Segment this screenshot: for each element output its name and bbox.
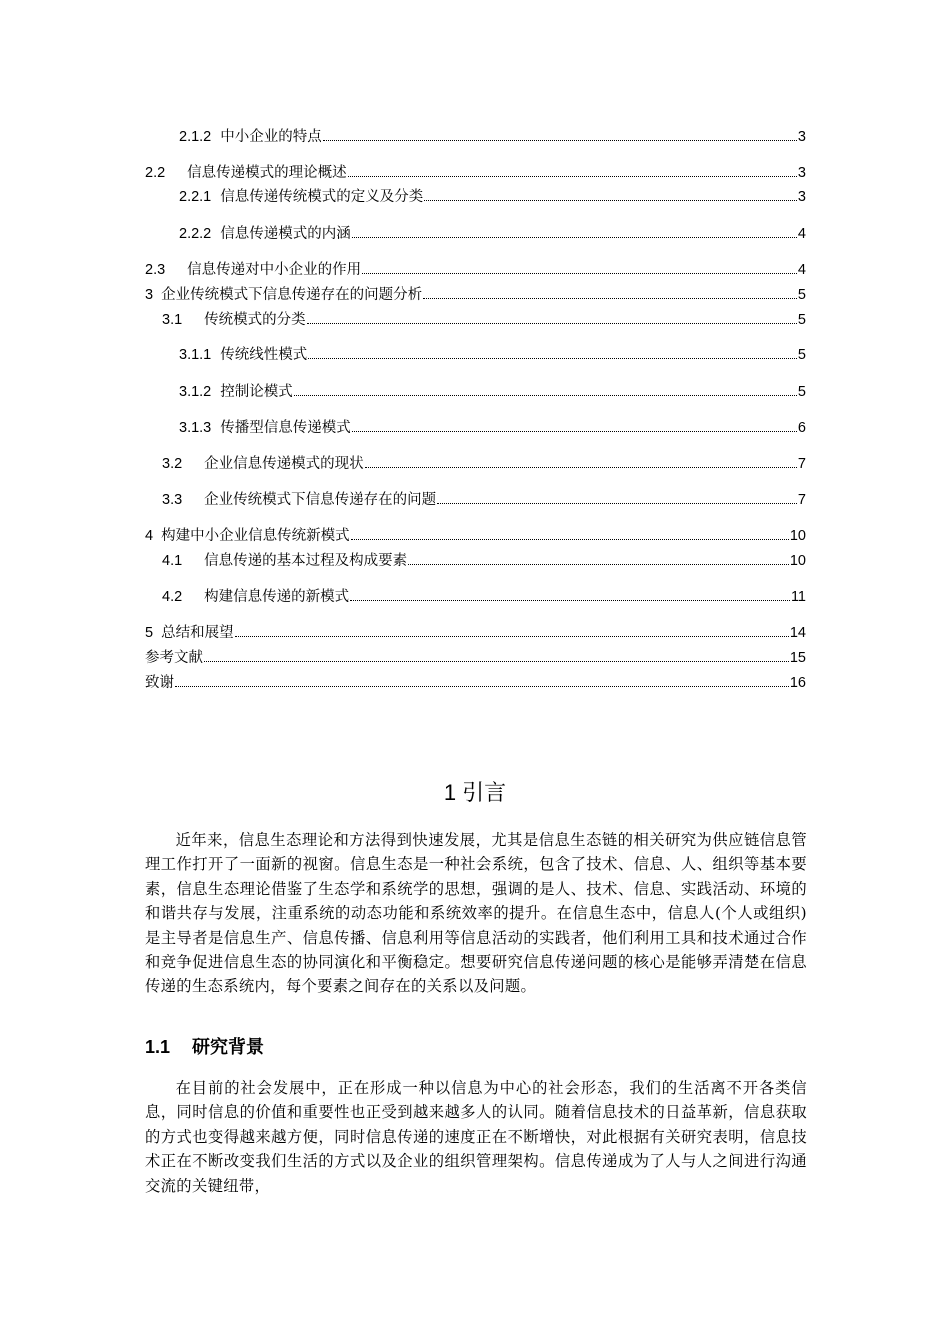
toc-entry-title: 构建中小企业信息传统新模式 bbox=[161, 528, 350, 544]
toc-entry-title: 传播型信息传递模式 bbox=[220, 420, 351, 436]
toc-entry-title: 信息传递模式的内涵 bbox=[220, 226, 351, 242]
section-title: 1 引言 bbox=[443, 780, 507, 805]
toc-entry[interactable] bbox=[145, 259, 806, 279]
toc-entry-page: 10 bbox=[789, 528, 806, 544]
toc-entry[interactable] bbox=[179, 126, 806, 146]
toc-entry-page: 5 bbox=[797, 384, 806, 400]
intro-paragraph: 近年来，信息生态理论和方法得到快速发展，尤其是信息生态链的相关研究为供应链信息管理工作打开了一面新的视窗。信息生态是一种社会系统，包含了技术、信息、人、组织等基本要素，信息生态理论借鉴了生态学和系统学的思想，强调的是人、技术、信息、实践活动、环境的和谐共存与发展，注重系统的动态功能和系统效率的提升。在信息生态中，信息人(个人或组织)是主导者是信息生产、信息传播、信息利用等信息活动的实践者，他们利用工具和技术通过合作和竞争促进信息生态的协同演化和平衡稳定。想要研究信息传递问题的核心是能够弄清楚在信息传递的生态系统内，每个要素之间存在的关系以及问题。 bbox=[145, 831, 807, 996]
toc-leader-dots bbox=[423, 298, 797, 299]
toc-leader-dots bbox=[408, 564, 789, 565]
toc-entry-page: 5 bbox=[797, 347, 806, 363]
toc-entry-title: 参考文献 bbox=[145, 650, 203, 666]
toc-leader-dots bbox=[204, 661, 789, 662]
toc-entry[interactable] bbox=[145, 647, 806, 667]
toc-entry[interactable] bbox=[179, 344, 806, 364]
toc-leader-dots bbox=[350, 600, 790, 601]
toc-entry-number: 3.1 bbox=[162, 312, 183, 328]
toc-entry[interactable] bbox=[162, 550, 806, 570]
toc-entry-page: 14 bbox=[789, 625, 806, 641]
toc-entry-number: 3.2 bbox=[162, 456, 183, 472]
toc-entry-title: 控制论模式 bbox=[220, 384, 293, 400]
toc-leader-dots bbox=[323, 140, 797, 141]
toc-entry[interactable] bbox=[179, 417, 806, 437]
toc-entry-number: 2.2.2 bbox=[179, 226, 212, 242]
toc-entry-page: 10 bbox=[789, 553, 806, 569]
toc-entry-title: 企业信息传递模式的现状 bbox=[204, 456, 364, 472]
toc-entry[interactable] bbox=[162, 309, 806, 329]
toc-entry-page: 4 bbox=[797, 262, 806, 278]
toc-entry-page: 4 bbox=[797, 226, 806, 242]
toc-entry-page: 7 bbox=[797, 492, 806, 508]
toc-entry[interactable] bbox=[179, 186, 806, 206]
toc-leader-dots bbox=[348, 176, 797, 177]
toc-entry-number: 2.1.2 bbox=[179, 129, 212, 145]
toc-entry[interactable] bbox=[145, 622, 806, 642]
toc-entry-number: 4.2 bbox=[162, 589, 183, 605]
toc-entry-number: 5 bbox=[145, 625, 154, 641]
toc-entry-page: 3 bbox=[797, 129, 806, 145]
toc-entry-page: 3 bbox=[797, 189, 806, 205]
toc-entry-title: 总结和展望 bbox=[161, 625, 234, 641]
toc-entry[interactable] bbox=[162, 586, 806, 606]
toc-entry-title: 构建信息传递的新模式 bbox=[204, 589, 350, 605]
toc-entry-title: 传统模式的分类 bbox=[204, 312, 306, 328]
toc-entry-title: 企业传统模式下信息传递存在的问题分析 bbox=[161, 287, 423, 303]
toc-entry-page: 6 bbox=[797, 420, 806, 436]
toc-entry[interactable] bbox=[179, 223, 806, 243]
subsection-number: 1.1 bbox=[145, 1037, 171, 1057]
toc-leader-dots bbox=[424, 200, 797, 201]
toc-entry[interactable] bbox=[145, 162, 806, 182]
toc-entry-number: 3.1.2 bbox=[179, 384, 212, 400]
toc-entry-title: 企业传统模式下信息传递存在的问题 bbox=[204, 492, 437, 508]
toc-entry-page: 11 bbox=[790, 589, 806, 605]
toc-entry[interactable] bbox=[145, 672, 806, 692]
toc-entry[interactable] bbox=[145, 284, 806, 304]
toc-entry-page: 7 bbox=[797, 456, 806, 472]
toc-entry-title: 信息传递传统模式的定义及分类 bbox=[220, 189, 424, 205]
toc-entry-number: 2.2 bbox=[145, 165, 166, 181]
toc-entry[interactable] bbox=[145, 525, 806, 545]
toc-entry-title: 信息传递的基本过程及构成要素 bbox=[204, 553, 408, 569]
toc-entry-number: 2.3 bbox=[145, 262, 166, 278]
toc-leader-dots bbox=[175, 686, 789, 687]
toc-entry[interactable] bbox=[162, 489, 806, 509]
toc-entry[interactable] bbox=[179, 381, 806, 401]
toc-entry-number: 4.1 bbox=[162, 553, 183, 569]
toc-leader-dots bbox=[352, 237, 797, 238]
toc-leader-dots bbox=[294, 395, 797, 396]
toc-entry-number: 2.2.1 bbox=[179, 189, 212, 205]
toc-leader-dots bbox=[307, 323, 797, 324]
toc-entry-page: 5 bbox=[797, 287, 806, 303]
toc-entry-number: 4 bbox=[145, 528, 154, 544]
toc-leader-dots bbox=[235, 636, 789, 637]
toc-entry-number: 3.1.1 bbox=[179, 347, 212, 363]
toc-entry[interactable] bbox=[162, 453, 806, 473]
toc-entry-title: 信息传递模式的理论概述 bbox=[187, 165, 347, 181]
toc-entry-number: 3.3 bbox=[162, 492, 183, 508]
toc-leader-dots bbox=[362, 273, 797, 274]
toc-entry-title: 传统线性模式 bbox=[220, 347, 308, 363]
toc-entry-title: 致谢 bbox=[145, 675, 174, 691]
subsection-title: 研究背景 bbox=[192, 1037, 265, 1057]
toc-entry-number: 3 bbox=[145, 287, 154, 303]
toc-entry-page: 3 bbox=[797, 165, 806, 181]
toc-leader-dots bbox=[437, 503, 797, 504]
toc-leader-dots bbox=[352, 431, 797, 432]
toc-entry-title: 信息传递对中小企业的作用 bbox=[187, 262, 362, 278]
background-paragraph: 在目前的社会发展中，正在形成一种以信息为中心的社会形态，我们的生活离不开各类信息，同时信息的价值和重要性也正受到越来越多人的认同。随着信息技术的日益革新，信息获取的方式也变得越来越方便，同时信息传递的速度正在不断增快，对此根据有关研究表明，信息技术正在不断改变我们生活的方式以及企业的组织管理架构。信息传递成为了人与人之间进行沟通交流的关键纽带， bbox=[145, 1079, 807, 1195]
toc-entry-title: 中小企业的特点 bbox=[220, 129, 322, 145]
toc-entry-number: 3.1.3 bbox=[179, 420, 212, 436]
toc-leader-dots bbox=[308, 358, 797, 359]
toc-entry-page: 5 bbox=[797, 312, 806, 328]
toc-leader-dots bbox=[365, 467, 797, 468]
toc-entry-page: 16 bbox=[789, 675, 806, 691]
toc-entry-page: 15 bbox=[789, 650, 806, 666]
toc-leader-dots bbox=[351, 539, 789, 540]
subsection-heading bbox=[145, 1034, 264, 1060]
